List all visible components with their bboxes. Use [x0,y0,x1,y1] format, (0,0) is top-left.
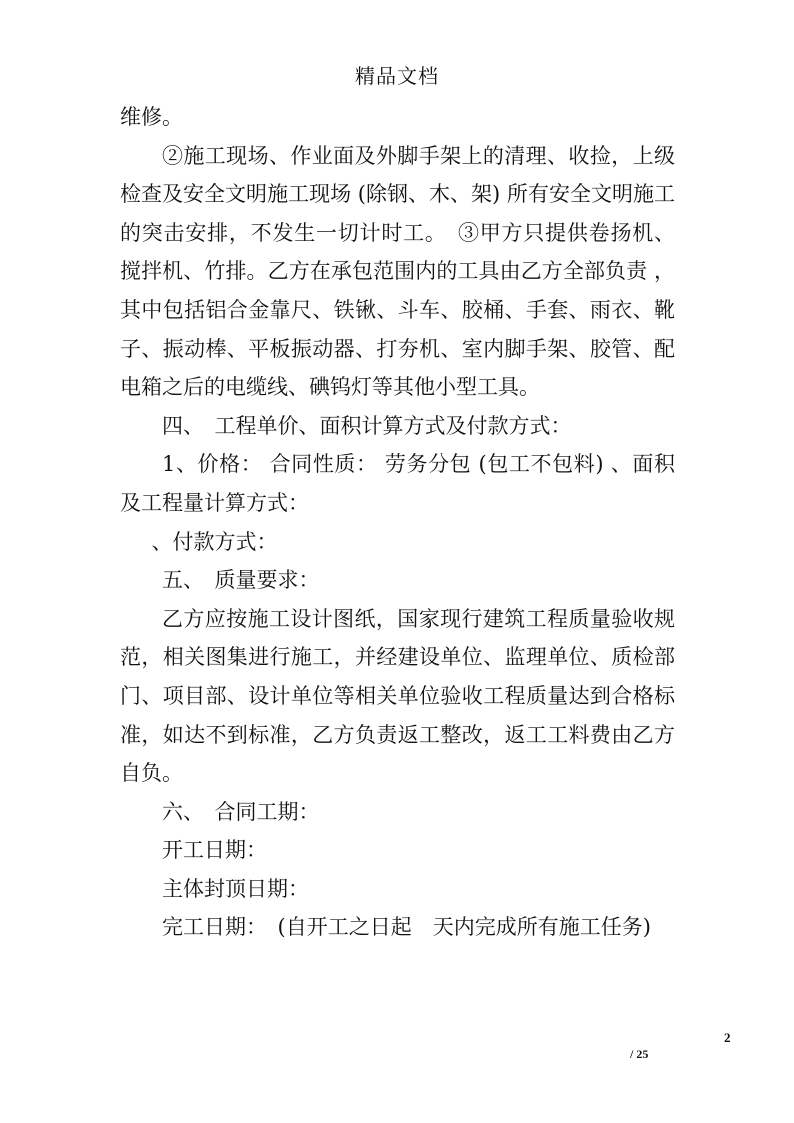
page-number: 2 [724,1030,731,1045]
paragraph-site-cleanup: ②施工现场、作业面及外脚手架上的清理、收捡，上级检查及安全文明施工现场 (除钢、木、架) 所有安全文明施工的突击安排，不发生一切计时工。 ③甲方只提供卷扬机、搅拌机、竹排。乙方在承包范围内的工具由乙方全部负责 ，其中包括铝合金靠尺、铁锹、斗车、胶桶、手套、雨衣、靴子、振动棒、平板振动器、打夯机、室内脚手架、胶管、配电箱之后的电缆线、碘钨灯等其他小型工具。 [120,143,675,400]
paragraph-payment-method: 、付款方式： [151,529,278,554]
page-total: / 25 [630,1047,649,1061]
section-five-heading: 五、 质量要求： [162,568,320,593]
paragraph-quality: 乙方应按施工设计图纸，国家现行建筑工程质量验收规范，相关图集进行施工，并经建设单位、监理单位、质检部门、项目部、设计单位等相关单位验收工程质量达到合格标准，如达不到标准，乙方负责返工整改，返工工料费由乙方自负。 [120,606,675,786]
paragraph-start-date: 开工日期： [162,838,267,863]
document-body [120,98,675,947]
paragraph-repair: 维修。 [120,105,183,129]
section-four-heading: 四、 工程单价、面积计算方式及付款方式： [162,413,572,438]
paragraph-price: 1、价格： 合同性质： 劳务分包 (包工不包料) 、面积及工程量计算方式： [120,452,675,515]
paragraph-topping-date: 主体封顶日期： [162,876,309,901]
paragraph-completion-date: 完工日期： (自开工之日起 天内完成所有施工任务) [162,915,651,940]
section-six-heading: 六、 合同工期： [162,799,320,824]
page-header-title: 精品文档 [355,64,439,88]
